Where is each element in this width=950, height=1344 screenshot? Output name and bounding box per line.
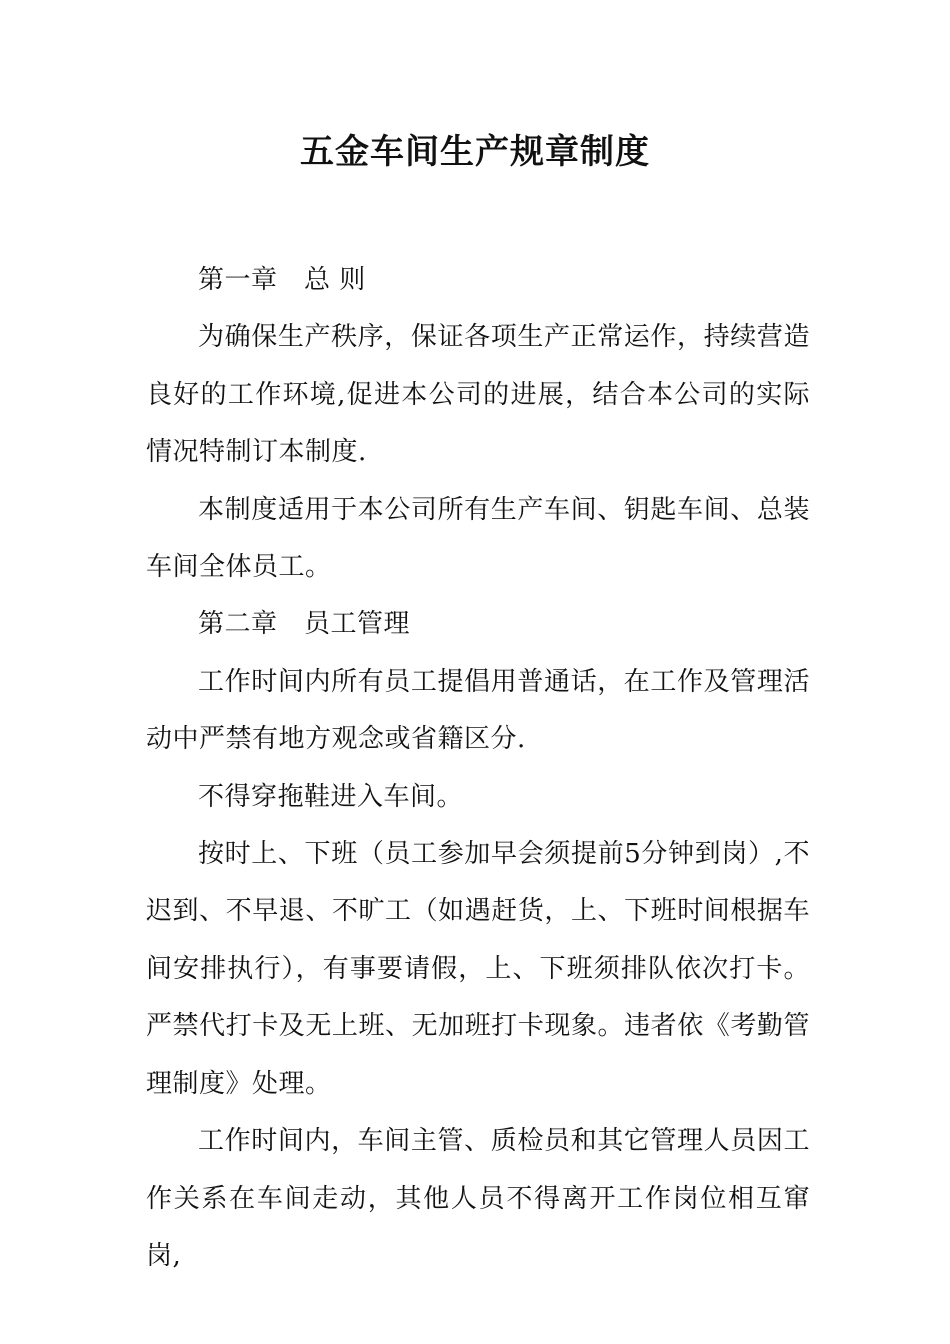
document-title: 五金车间生产规章制度: [300, 132, 650, 172]
paragraph: 工作时间内所有员工提倡用普通话，在工作及管理活动中严禁有地方观念或省籍区分.: [146, 666, 810, 755]
chapter-heading: 第二章 员工管理: [198, 609, 411, 640]
paragraph: 工作时间内，车间主管、质检员和其它管理人员因工作关系在车间走动，其他人员不得离开工作岗位相互窜岗,: [146, 1126, 810, 1271]
chapter-heading: 第一章 总 则: [198, 265, 366, 295]
paragraph: 本制度适用于本公司所有生产车间、钥匙车间、总装车间全体员工。: [146, 494, 810, 583]
paragraph: 为确保生产秩序，保证各项生产正常运作，持续营造良好的工作环境,促进本公司的进展，结合本公司的实际情况特制订本制度.: [146, 322, 810, 468]
document-body: [146, 252, 810, 1285]
paragraph: 不得穿拖鞋进入车间。: [198, 781, 464, 812]
paragraph: 按时上、下班（员工参加早会须提前5分钟到岗）,不迟到、不早退、不旷工（如遇赶货，上、下班时间根据车间安排执行），有事要请假，上、下班须排队依次打卡。严禁代打卡及无上班、无加班打卡现象。违者依《考勤管理制度》处理。: [146, 839, 810, 1099]
